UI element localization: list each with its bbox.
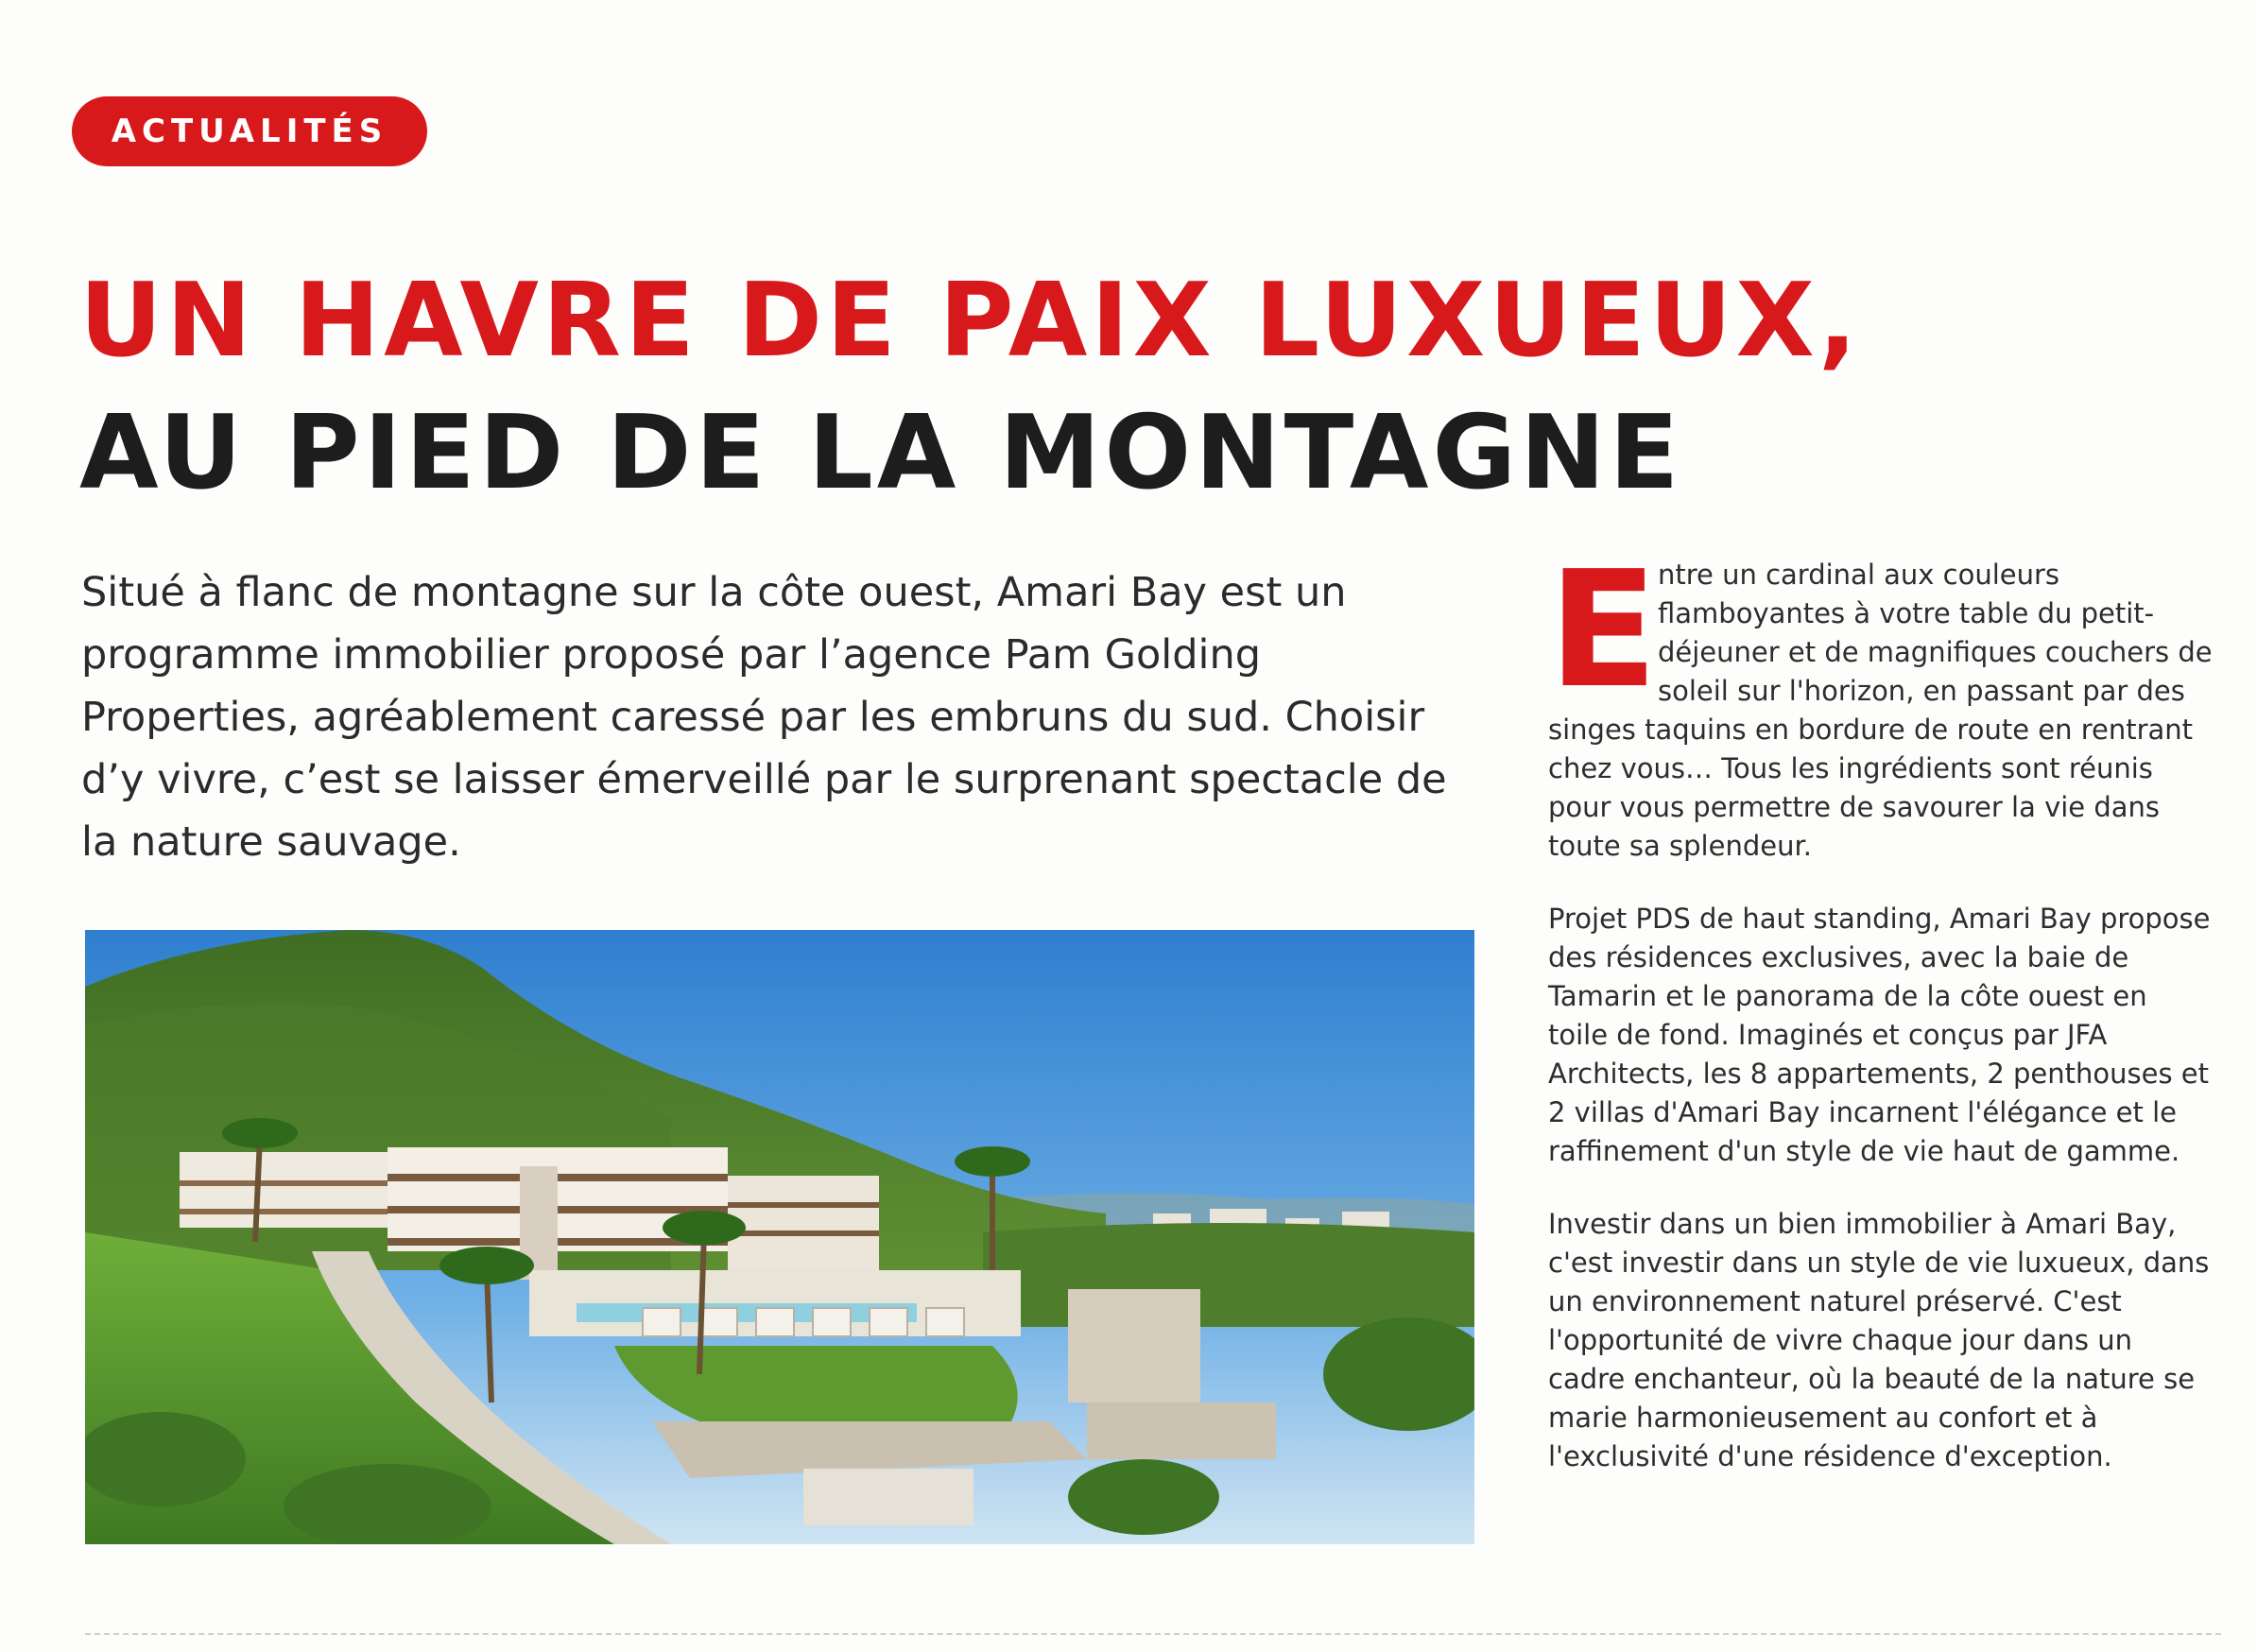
article-body bbox=[1548, 537, 2214, 1510]
body-paragraph-1-text: ntre un cardinal aux couleurs flamboyantes à votre table du petit-déjeuner et de magnifiques couchers de soleil sur l'horizon, en passant par des singes taquins en bordure de route en rentrant chez vous… Tous les ingrédients sont réunis pour vous permettre de savourer la vie dans toute sa splendeur. bbox=[1548, 559, 2213, 862]
headline bbox=[79, 255, 1861, 520]
headline-line-1: UN HAVRE DE PAIX LUXUEUX, bbox=[79, 262, 1861, 380]
section-tag: ACTUALITÉS bbox=[72, 96, 427, 166]
page-bottom-rule bbox=[85, 1633, 2221, 1635]
resort-illustration bbox=[85, 930, 1474, 1544]
resort-photo bbox=[85, 930, 1474, 1544]
lead-paragraph: Situé à flanc de montagne sur la côte ouest, Amari Bay est un programme immobilier proposé par l’agence Pam Golding Properties, agréablement caressé par les embruns du sud. Choisir d’y vivre, c’est se laisser émerveillé par le surprenant spectacle de la nature sauvage. bbox=[81, 569, 1447, 866]
body-paragraph-3: Investir dans un bien immobilier à Amari Bay, c'est investir dans un style de vie luxueux, dans un environnement naturel préservé. C'est l'opportunité de vivre chaque jour dans un cadre enchanteur, où la beauté de la nature se marie harmonieusement au confort et à l'exclusivité d'une résidence d'exception. bbox=[1548, 1208, 2210, 1472]
body-paragraph-1 bbox=[1548, 537, 2214, 866]
body-paragraph-2: Projet PDS de haut standing, Amari Bay propose des résidences exclusives, avec la baie de Tamarin et le panorama de la côte ouest en toile de fond. Imaginés et conçus par JFA Architects, les 8 appartements, 2 penthouses et 2 villas d'Amari Bay incarnent l'élégance et le raffinement d'un style de vie haut de gamme. bbox=[1548, 903, 2211, 1167]
headline-line-2: AU PIED DE LA MONTAGNE bbox=[79, 394, 1683, 512]
drop-cap: E bbox=[1548, 537, 1659, 724]
